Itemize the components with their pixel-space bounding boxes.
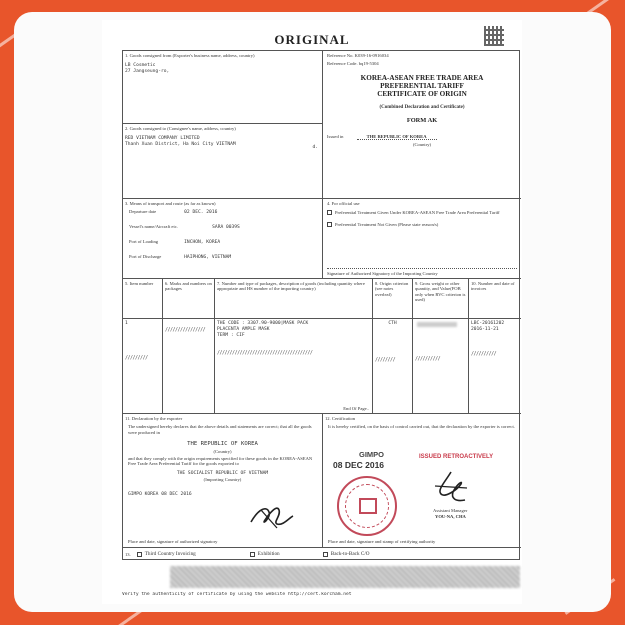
officer-name: YOU-NA, CHA xyxy=(435,514,466,519)
declaration-place-caption: Place and date, signature of authorized signatory xyxy=(128,538,218,544)
end-of-page: End Of Page.. xyxy=(343,405,369,411)
checkbox-back-to-back[interactable] xyxy=(323,552,328,557)
image-card xyxy=(14,12,611,612)
box1-label: 1. Goods consigned from (Exporter's business name, address, country) xyxy=(125,53,255,58)
loading-row xyxy=(125,239,320,246)
redacted-weight xyxy=(417,322,457,327)
col-origin: 8. Origin criterion (see notes overleaf) xyxy=(373,279,413,319)
certifier-signature xyxy=(431,468,471,506)
invoice-hatch: ////////// xyxy=(471,351,497,357)
declaration-place-date: GIMPO KOREA 08 DEC 2016 xyxy=(128,491,192,497)
box-consignee xyxy=(123,124,323,199)
invoice-number: LBC-20161202 xyxy=(471,321,505,326)
exporter-address: 27 Jangseung-ro, xyxy=(125,69,170,75)
consignee-address: Thanh Xuan District, Ha Noi City VIETNAM xyxy=(125,142,236,148)
reference-number: Reference No. K039-16-0916034 xyxy=(327,53,389,58)
box4-label: 4. For official use xyxy=(327,201,360,206)
description-hatch: ////////////////////////////////////// xyxy=(217,350,313,356)
official-option-given xyxy=(327,210,517,215)
checkbox-third-country[interactable] xyxy=(137,552,142,557)
certification-text: It is hereby certified, on the basis of control carried out, that the declaration by the exporter is correct. xyxy=(328,424,515,430)
combined-caption: (Combined Declaration and Certificate) xyxy=(379,104,465,110)
exhibition-label: Exhibition xyxy=(257,550,280,557)
issued-in-label: Issued in xyxy=(327,134,344,140)
vessel-row xyxy=(125,224,320,231)
goods-marks: //////////////// xyxy=(165,327,206,333)
item-hatch: ///////// xyxy=(125,355,148,361)
exporter-name: LB Cosmetic xyxy=(125,63,156,69)
header-line3: CERTIFICATE OF ORIGIN xyxy=(377,89,467,98)
checkbox-given[interactable] xyxy=(327,210,332,215)
col-marks: 6. Marks and numbers on packages xyxy=(163,279,215,319)
goods-item-number: 1 xyxy=(125,321,128,326)
declaration-text2: and that they comply with the origin requirements specified for these goods in the KOREA-ASEAN Free Trade Area Preferential Tariff for the goods exported to xyxy=(128,455,313,467)
header-line1: KOREA-ASEAN FREE TRADE AREA xyxy=(360,73,484,82)
departure-label: Departure date xyxy=(129,209,157,215)
header-line2: PREFERENTIAL TARIFF xyxy=(380,81,464,90)
goods-invoice-cell xyxy=(469,319,521,414)
origin-hatch: //////// xyxy=(375,357,396,363)
official-option-not-given xyxy=(327,222,517,227)
invoice-date: 2016-11-21 xyxy=(471,327,499,332)
discharge-row xyxy=(125,254,320,261)
box-official-use xyxy=(323,199,521,279)
option-given-text: Preferential Treatment Given Under KOREA-ASEAN Free Trade Area Preferential Tariff xyxy=(335,210,500,216)
vessel-label: Vessel's name/Aircraft etc. xyxy=(129,224,178,230)
goods-description-cell xyxy=(215,319,373,414)
checkbox-exhibition[interactable] xyxy=(250,552,255,557)
option-not-given-text: Preferential Treatment Not Given (Please state reason/s) xyxy=(335,221,439,227)
declaration-importing-country: THE SOCIALIST REPUBLIC OF VIETNAM xyxy=(176,471,269,477)
col-weight: 9. Gross weight or other quantity, and Value(FOB only when RVC criterion is used) xyxy=(413,279,469,319)
box-exporter-declaration xyxy=(123,414,323,548)
box-header-info xyxy=(323,51,521,199)
weight-hatch: ////////// xyxy=(415,356,441,362)
declaration-country-caption: (Country) xyxy=(213,449,232,455)
departure-row xyxy=(125,209,320,216)
discharge-value: HAIPHONG, VIETNAM xyxy=(184,255,232,261)
certificate-document xyxy=(102,20,522,604)
goods-origin: CTH xyxy=(388,321,397,326)
verification-footer: Verify the authenticity of certificate by using the website http://cert.korcham.net xyxy=(122,592,352,597)
consignee-trail: d. xyxy=(312,145,318,150)
goods-desc-line2: PLACENTA AMPLE MASK xyxy=(217,327,270,332)
goods-item-cell xyxy=(123,319,163,414)
checkbox-not-given[interactable] xyxy=(327,222,332,227)
chamber-seal-icon xyxy=(337,476,397,536)
security-pattern xyxy=(170,566,520,588)
box12-label: 12. Certification xyxy=(325,416,356,421)
vessel-value: SARA 0039S xyxy=(212,225,240,231)
box-transport xyxy=(123,199,323,279)
discharge-label: Port of Discharge xyxy=(129,254,162,260)
certificate-form xyxy=(122,50,520,560)
qr-code-icon xyxy=(484,26,504,46)
exporter-signature xyxy=(247,500,295,530)
loading-value: INCHON, KOREA xyxy=(184,240,221,246)
goods-desc-line1: THE CODE : 3307.90-9000|MASK PACK xyxy=(217,321,309,326)
third-country-label: Third Country Invoicing xyxy=(144,550,196,557)
consignee-name: RED VIETNAM COMPANY LIMITED xyxy=(125,136,200,142)
box11-label: 11. Declaration by the exporter xyxy=(125,416,183,421)
form-name: FORM AK xyxy=(406,117,438,125)
goods-desc-line3: TERM : CIF xyxy=(217,333,245,338)
col-invoices: 10. Number and date of invoices xyxy=(469,279,521,319)
certification-caption: Place and date, signature and stamp of certifying authority xyxy=(328,538,436,544)
importing-signatory-caption: Signature of Authorized Signatory of the Importing Country xyxy=(327,270,438,276)
goods-weight-cell xyxy=(413,319,469,414)
departure-value: 02 DEC. 2016 xyxy=(184,210,218,216)
box-options xyxy=(123,548,521,561)
document-title: ORIGINAL xyxy=(274,32,350,47)
back-to-back-label: Back-to-Back C/O xyxy=(330,550,370,557)
box13-label: 13. xyxy=(125,551,131,557)
declaration-importing-caption: (Importing Country) xyxy=(203,477,242,483)
stamp-place: GIMPO xyxy=(359,450,385,459)
col-description: 7. Number and type of packages, description of goods (including quantity where appropriate and HS number of the importing country) xyxy=(215,279,373,319)
retroactive-stamp: ISSUED RETROACTIVELY xyxy=(419,454,494,460)
box2-label: 2. Goods consigned to (Consignee's name, address, country) xyxy=(125,126,236,131)
col-item-number: 5. Item number xyxy=(123,279,163,319)
loading-label: Port of Loading xyxy=(129,239,159,245)
issued-country-caption: (Country) xyxy=(412,141,432,147)
declaration-text1: The undersigned hereby declares that the above details and statements are correct; that all the goods were produced in xyxy=(128,424,312,435)
officer-title: Assistant Manager xyxy=(433,508,468,513)
box-certification xyxy=(323,414,521,548)
goods-origin-cell xyxy=(373,319,413,414)
reference-code: Reference Code. bq19-5304 xyxy=(327,61,379,67)
box3-label: 3. Means of transport and route (as far as known) xyxy=(125,201,216,206)
goods-marks-cell xyxy=(163,319,215,414)
issued-in-row xyxy=(327,134,517,139)
issued-in-value: THE REPUBLIC OF KOREA xyxy=(357,134,437,140)
box-exporter xyxy=(123,51,323,124)
declaration-country: THE REPUBLIC OF KOREA xyxy=(187,441,258,448)
stamp-date: 08 DEC 2016 xyxy=(333,460,385,470)
